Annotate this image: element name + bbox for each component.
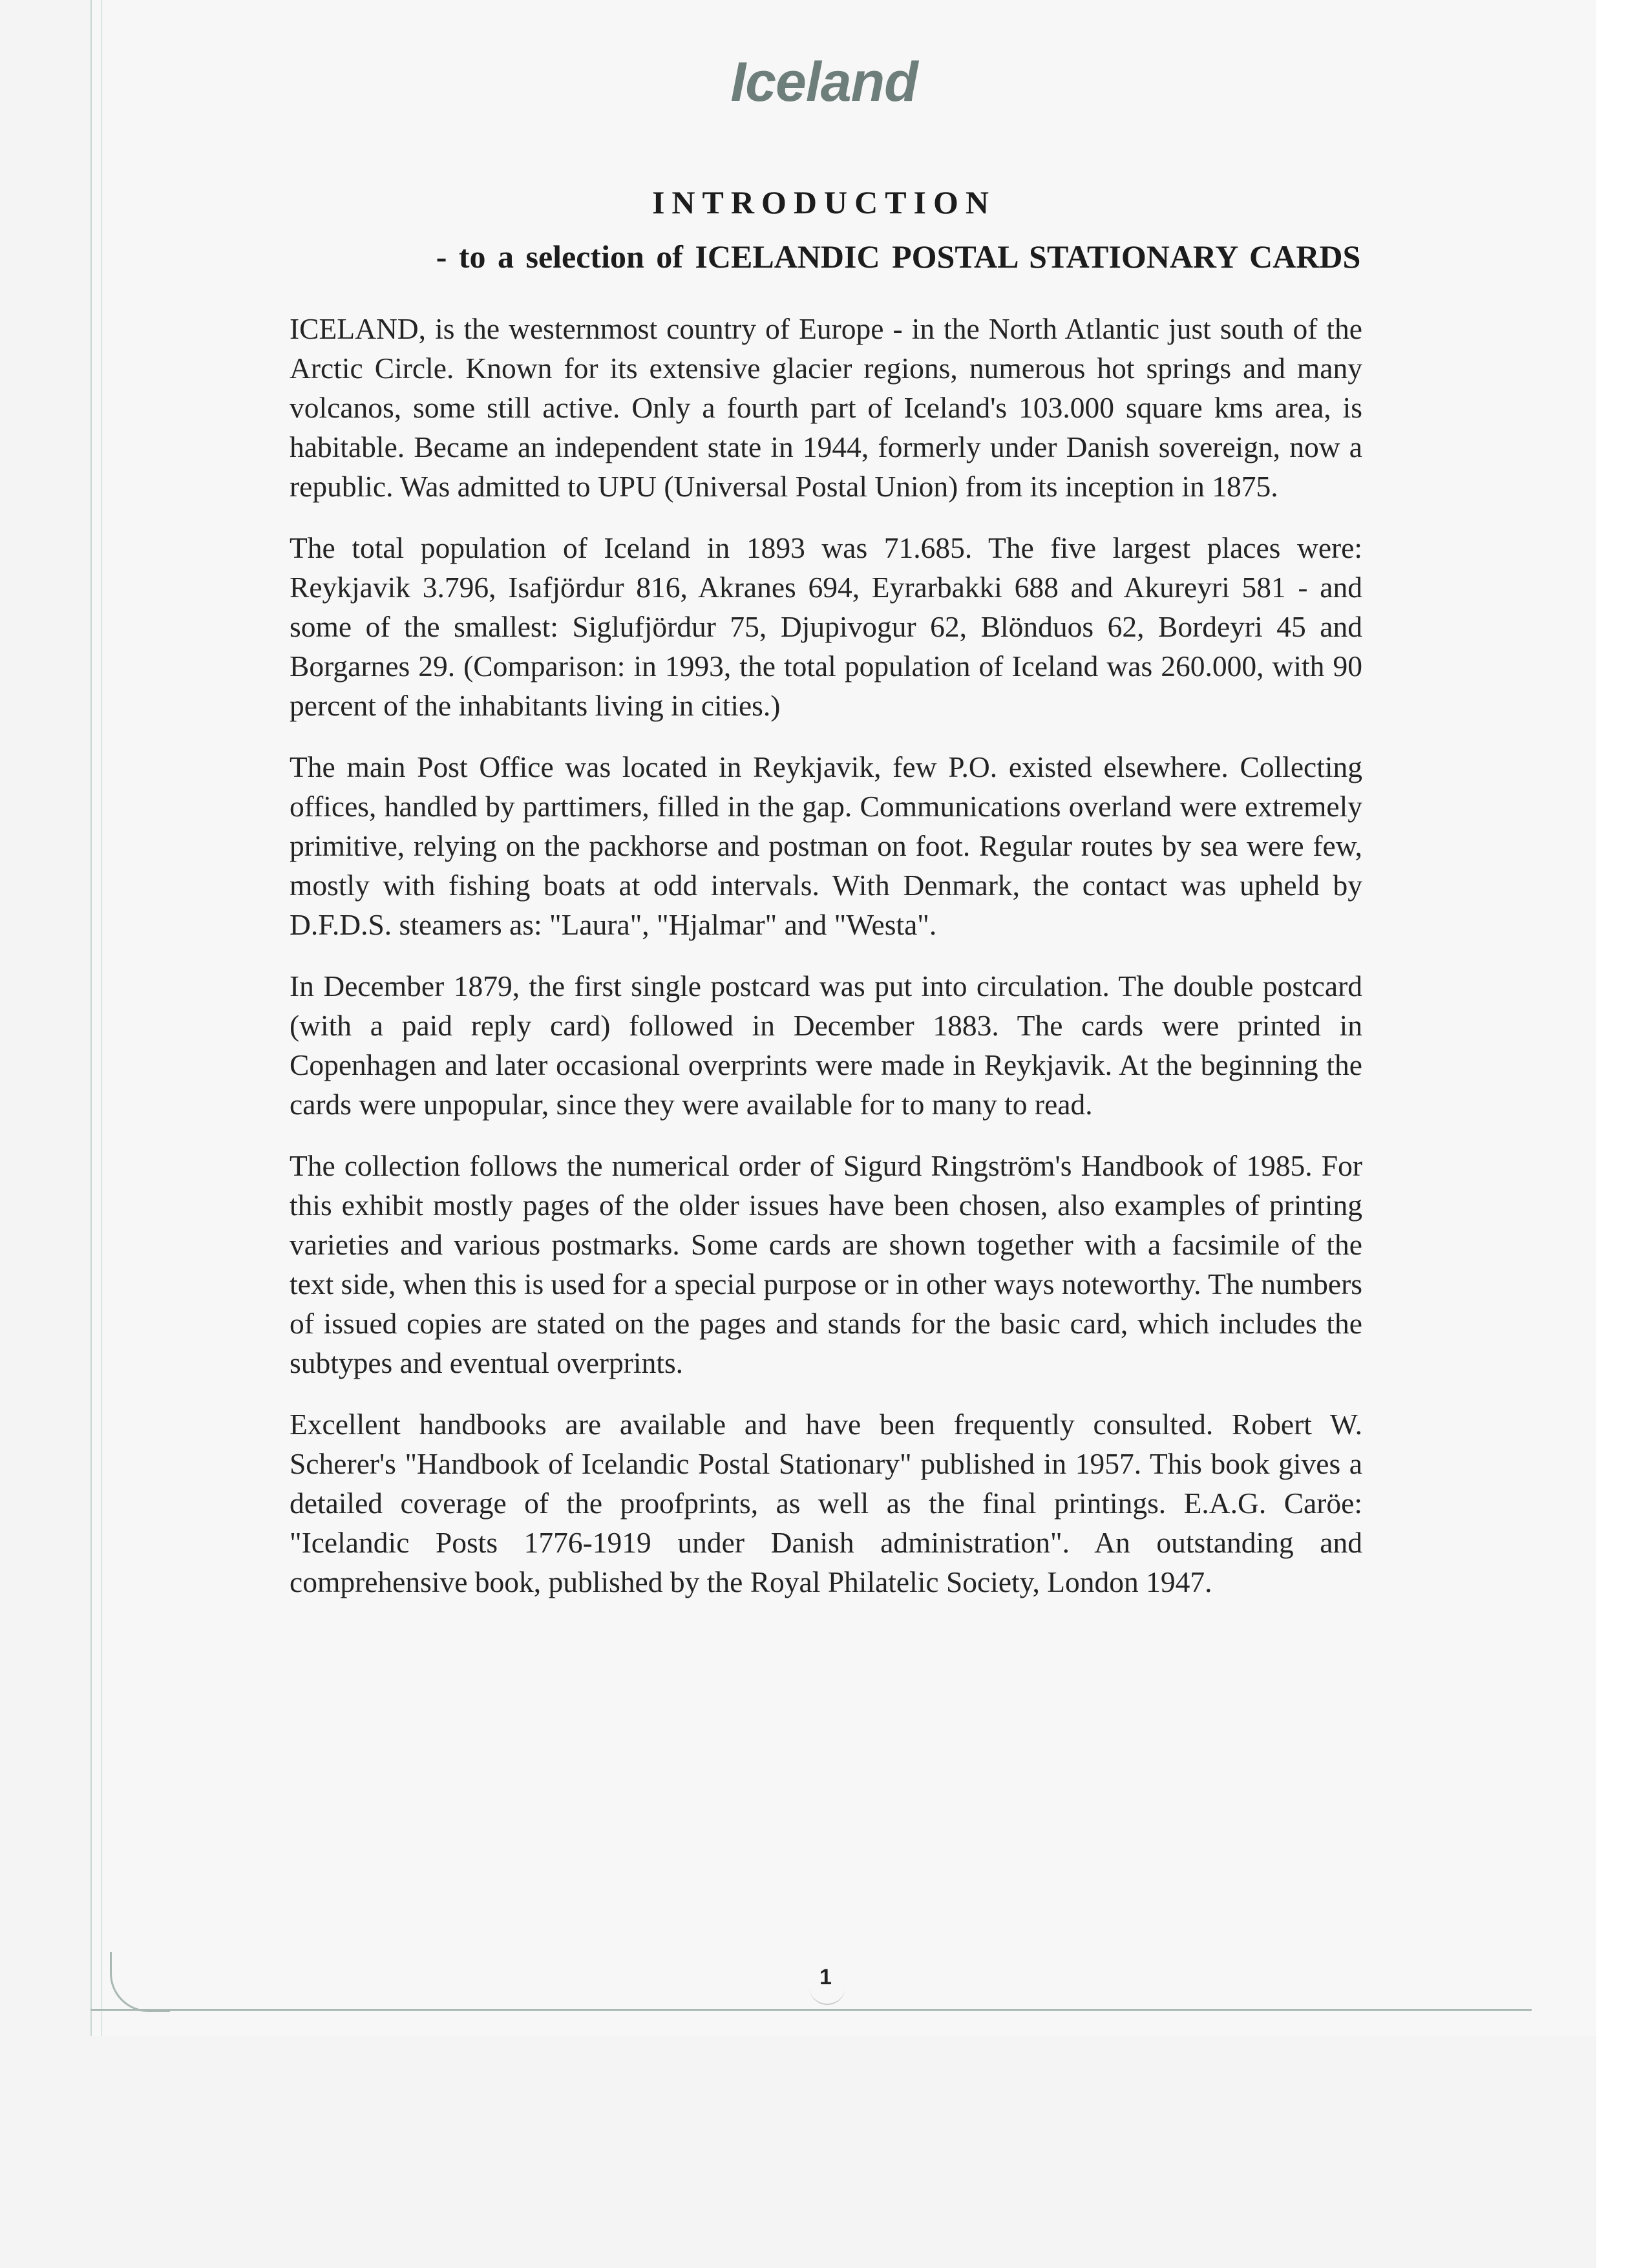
scan-margin [1596, 0, 1648, 2268]
page-number: 1 [819, 1965, 832, 1989]
paragraph-first-postcard: In December 1879, the first single postcard was put into circulation. The double postcard (with a paid reply card) followed in December 1883. The cards were printed in Copenhagen and later occasional overprints were made in Reykjavik. At the beginning the cards were unpopular, since they were available for to many to read. [290, 970, 1362, 1121]
paragraph-handbooks: Excellent handbooks are available and have been frequently consulted. Robert W. Scherer's "Handbook of Icelandic Postal Stationary" published in 1957. This book gives a detailed coverage of the proofprints, as well as the final printings. E.A.G. Caröe: "Icelandic Posts 1776-1919 under Danish administration". An outstanding and comprehensive book, published by the Royal Philatelic Society, London 1947. [290, 1408, 1362, 1598]
body-text [290, 309, 1362, 1624]
paragraph-population: The total population of Iceland in 1893 was 71.685. The five largest places were: Reykjavik 3.796, Isafjördur 816, Akranes 694, Eyrarbakki 688 and Akureyri 581 - and some of the smallest: Siglufjördur 75, Djupivogur 62, Blönduos 62, Bordeyri 45 and Borgarnes 29. (Comparison: in 1993, the total population of Iceland was 260.000, with 90 percent of the inhabitants living in cities.) [290, 531, 1362, 722]
page-title: Iceland [730, 51, 918, 113]
introduction-subheading: - to a selection of ICELANDIC POSTAL STATIONARY CARDS [436, 238, 1361, 275]
page-binding-lines [90, 0, 102, 2036]
paragraph-post-office: The main Post Office was located in Reykjavik, few P.O. existed elsewhere. Collecting offices, handled by parttimers, filled in the gap. Communications overland were extremely primitive, relying on the packhorse and postman on foot. Regular routes by sea were few, mostly with fishing boats at odd intervals. With Denmark, the contact was upheld by D.F.D.S. steamers as: "Laura", "Hjalmar" and "Westa". [290, 750, 1362, 941]
page-bottom-edge [90, 2009, 1532, 2011]
paragraph-collection: The collection follows the numerical order of Sigurd Ringström's Handbook of 1985. For this exhibit mostly pages of the older issues have been chosen, also examples of printing varieties and various postmarks. Some cards are shown together with a facsimile of the text side, when this is used for a special purpose or in other ways noteworthy. The numbers of issued copies are stated on the pages and stands for the basic card, which includes the subtypes and eventual overprints. [290, 1149, 1362, 1379]
introduction-heading: INTRODUCTION [651, 184, 997, 220]
paragraph-iceland-overview: ICELAND, is the westernmost country of Europe - in the North Atlantic just south of the Arctic Circle. Known for its extensive glacier regions, numerous hot springs and many volcanos, some still active. Only a fourth part of Iceland's 103.000 square kms area, is habitable. Became an independent state in 1944, formerly under Danish sovereign, now a republic. Was admitted to UPU (Universal Postal Union) from its inception in 1875. [290, 312, 1362, 503]
